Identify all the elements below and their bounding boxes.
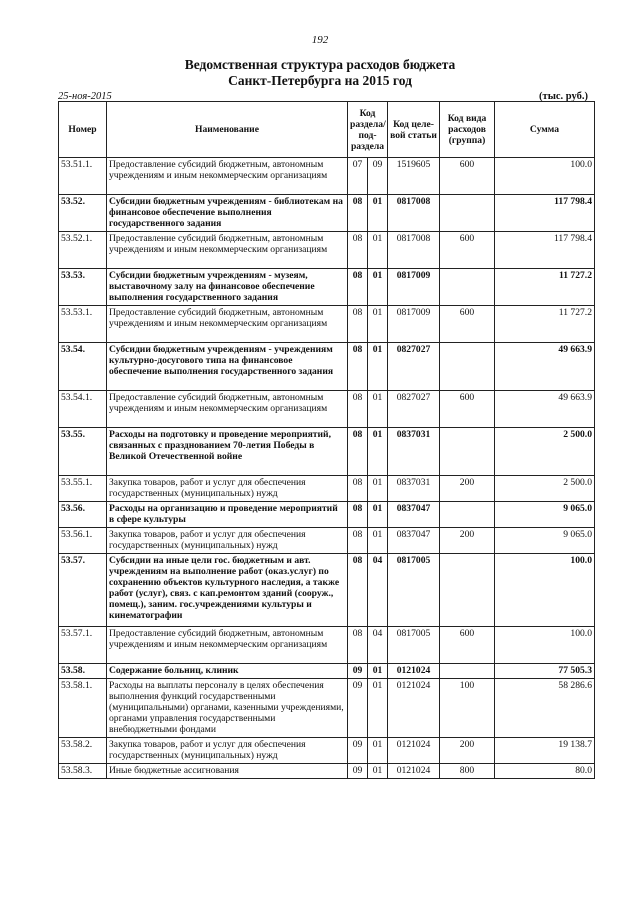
row-section: 08 [348, 528, 368, 554]
units-label: (тыс. руб.) [539, 91, 588, 102]
row-sum: 117 798.4 [495, 195, 595, 232]
row-number: 53.52.1. [59, 232, 107, 269]
row-section: 09 [348, 679, 368, 738]
row-sum: 80.0 [495, 764, 595, 779]
row-section: 08 [348, 269, 368, 306]
row-subsection: 04 [368, 627, 388, 664]
row-subsection: 01 [368, 195, 388, 232]
row-number: 53.57. [59, 554, 107, 627]
row-name: Расходы на подготовку и проведение мероприятий, связанных с празднованием 70-летия Победы в Великой Отечественной войне [107, 428, 348, 476]
row-target-code: 0837031 [388, 476, 440, 502]
row-subsection: 01 [368, 476, 388, 502]
row-kind-code: 200 [440, 738, 495, 764]
row-kind-code [440, 428, 495, 476]
row-subsection: 01 [368, 764, 388, 779]
title-line-1: Ведомственная структура расходов бюджета [184, 57, 456, 72]
row-target-code: 0817008 [388, 232, 440, 269]
row-number: 53.54.1. [59, 391, 107, 428]
row-name: Субсидии на иные цели гос. бюджетным и авт. учреждениям на выполнение работ (оказ.услуг) по сохранению объектов культурного наследия, а также работ (услуг), связ. с кап.ремонтом зданий (сооруж., помещ.), заним. гос.учреждениями культуры и кинематографии [107, 554, 348, 627]
row-kind-code [440, 664, 495, 679]
row-sum: 11 727.2 [495, 306, 595, 343]
row-target-code: 0827027 [388, 343, 440, 391]
row-number: 53.56. [59, 502, 107, 528]
row-target-code: 0121024 [388, 679, 440, 738]
row-kind-code: 600 [440, 306, 495, 343]
budget-table [58, 101, 595, 779]
table-row [59, 528, 595, 554]
row-target-code: 0817008 [388, 195, 440, 232]
row-section: 08 [348, 232, 368, 269]
row-name: Субсидии бюджетным учреждениям - библиотекам на финансовое обеспечение выполнения государственного задания [107, 195, 348, 232]
row-target-code: 0837031 [388, 428, 440, 476]
header-name: Наименование [107, 102, 348, 158]
row-subsection: 01 [368, 343, 388, 391]
row-subsection: 01 [368, 306, 388, 343]
row-section: 08 [348, 391, 368, 428]
table-row [59, 664, 595, 679]
row-target-code: 0121024 [388, 764, 440, 779]
row-number: 53.58.1. [59, 679, 107, 738]
row-sum: 9 065.0 [495, 528, 595, 554]
header-number: Номер [59, 102, 107, 158]
title-line-2: Санкт-Петербурга на 2015 год [228, 73, 412, 88]
row-kind-code: 200 [440, 528, 495, 554]
row-section: 09 [348, 764, 368, 779]
row-kind-code: 600 [440, 391, 495, 428]
row-sum: 100.0 [495, 158, 595, 195]
row-target-code: 0817005 [388, 627, 440, 664]
row-subsection: 01 [368, 232, 388, 269]
row-section: 08 [348, 554, 368, 627]
row-sum: 49 663.9 [495, 391, 595, 428]
row-name: Иные бюджетные ассигнования [107, 764, 348, 779]
row-name: Расходы на организацию и проведение мероприятий в сфере культуры [107, 502, 348, 528]
table-row [59, 269, 595, 306]
table-row [59, 391, 595, 428]
row-name: Предоставление субсидий бюджетным, автономным учреждениям и иным некоммерческим организациям [107, 391, 348, 428]
row-kind-code [440, 343, 495, 391]
row-target-code: 0827027 [388, 391, 440, 428]
row-kind-code: 600 [440, 232, 495, 269]
row-section: 08 [348, 627, 368, 664]
row-name: Предоставление субсидий бюджетным, автономным учреждениям и иным некоммерческим организациям [107, 232, 348, 269]
row-section: 08 [348, 428, 368, 476]
table-header-row [59, 102, 595, 158]
row-kind-code: 600 [440, 158, 495, 195]
row-number: 53.53. [59, 269, 107, 306]
table-row [59, 306, 595, 343]
table-row [59, 502, 595, 528]
row-sum: 77 505.3 [495, 664, 595, 679]
row-name: Расходы на выплаты персоналу в целях обеспечения выполнения функций государственными (муниципальными) органами, казенными учреждениями, органами управления государственными внебюджетными фондами [107, 679, 348, 738]
row-number: 53.56.1. [59, 528, 107, 554]
row-number: 53.53.1. [59, 306, 107, 343]
table-row [59, 738, 595, 764]
row-number: 53.57.1. [59, 627, 107, 664]
row-kind-code [440, 554, 495, 627]
row-target-code: 0121024 [388, 738, 440, 764]
row-number: 53.51.1. [59, 158, 107, 195]
row-number: 53.58. [59, 664, 107, 679]
row-sum: 19 138.7 [495, 738, 595, 764]
row-section: 09 [348, 664, 368, 679]
row-name: Предоставление субсидий бюджетным, автономным учреждениям и иным некоммерческим организациям [107, 306, 348, 343]
row-target-code: 0817009 [388, 269, 440, 306]
page-number: 192 [311, 34, 329, 46]
row-subsection: 09 [368, 158, 388, 195]
row-number: 53.55.1. [59, 476, 107, 502]
table-row [59, 627, 595, 664]
row-target-code: 0837047 [388, 528, 440, 554]
row-name: Закупка товаров, работ и услуг для обеспечения государственных (муниципальных) нужд [107, 528, 348, 554]
table-row [59, 158, 595, 195]
row-kind-code [440, 502, 495, 528]
row-subsection: 01 [368, 679, 388, 738]
row-name: Закупка товаров, работ и услуг для обеспечения государственных (муниципальных) нужд [107, 476, 348, 502]
row-kind-code [440, 269, 495, 306]
row-subsection: 01 [368, 428, 388, 476]
table-row [59, 343, 595, 391]
row-subsection: 01 [368, 738, 388, 764]
row-section: 08 [348, 195, 368, 232]
row-section: 08 [348, 306, 368, 343]
header-target: Код целе-вой статьи [388, 102, 440, 158]
row-subsection: 01 [368, 269, 388, 306]
row-number: 53.55. [59, 428, 107, 476]
table-body [59, 158, 595, 779]
row-number: 53.58.3. [59, 764, 107, 779]
row-sum: 100.0 [495, 627, 595, 664]
row-subsection: 01 [368, 528, 388, 554]
row-number: 53.52. [59, 195, 107, 232]
table-row [59, 554, 595, 627]
row-sum: 11 727.2 [495, 269, 595, 306]
row-kind-code: 800 [440, 764, 495, 779]
row-name: Закупка товаров, работ и услуг для обеспечения государственных (муниципальных) нужд [107, 738, 348, 764]
row-sum: 58 286.6 [495, 679, 595, 738]
document-date: 25-ноя-2015 [58, 91, 112, 102]
table-row [59, 195, 595, 232]
row-target-code: 0121024 [388, 664, 440, 679]
row-section: 07 [348, 158, 368, 195]
row-sum: 117 798.4 [495, 232, 595, 269]
row-name: Содержание больниц, клиник [107, 664, 348, 679]
row-name: Субсидии бюджетным учреждениям - учреждениям культурно-досугового типа на финансовое обеспечение выполнения государственного задания [107, 343, 348, 391]
row-sum: 2 500.0 [495, 428, 595, 476]
header-sum: Сумма [495, 102, 595, 158]
table-row [59, 679, 595, 738]
row-section: 08 [348, 502, 368, 528]
header-kind: Код вида расходов (группа) [440, 102, 495, 158]
row-target-code: 0817009 [388, 306, 440, 343]
row-subsection: 01 [368, 664, 388, 679]
row-number: 53.58.2. [59, 738, 107, 764]
row-subsection: 01 [368, 502, 388, 528]
table-row [59, 764, 595, 779]
row-section: 08 [348, 476, 368, 502]
row-subsection: 01 [368, 391, 388, 428]
row-sum: 9 065.0 [495, 502, 595, 528]
row-sum: 49 663.9 [495, 343, 595, 391]
table-row [59, 232, 595, 269]
row-target-code: 1519605 [388, 158, 440, 195]
header-section: Код раздела/ под-раздела [348, 102, 388, 158]
row-sum: 100.0 [495, 554, 595, 627]
table-row [59, 428, 595, 476]
row-section: 09 [348, 738, 368, 764]
row-subsection: 04 [368, 554, 388, 627]
row-kind-code [440, 195, 495, 232]
table-row [59, 476, 595, 502]
row-target-code: 0837047 [388, 502, 440, 528]
row-kind-code: 200 [440, 476, 495, 502]
row-name: Предоставление субсидий бюджетным, автономным учреждениям и иным некоммерческим организациям [107, 158, 348, 195]
row-name: Предоставление субсидий бюджетным, автономным учреждениям и иным некоммерческим организациям [107, 627, 348, 664]
row-name: Субсидии бюджетным учреждениям - музеям, выставочному залу на финансовое обеспечение выполнения государственного задания [107, 269, 348, 306]
row-target-code: 0817005 [388, 554, 440, 627]
row-sum: 2 500.0 [495, 476, 595, 502]
row-kind-code: 100 [440, 679, 495, 738]
row-number: 53.54. [59, 343, 107, 391]
row-section: 08 [348, 343, 368, 391]
row-kind-code: 600 [440, 627, 495, 664]
page-title [0, 57, 640, 89]
